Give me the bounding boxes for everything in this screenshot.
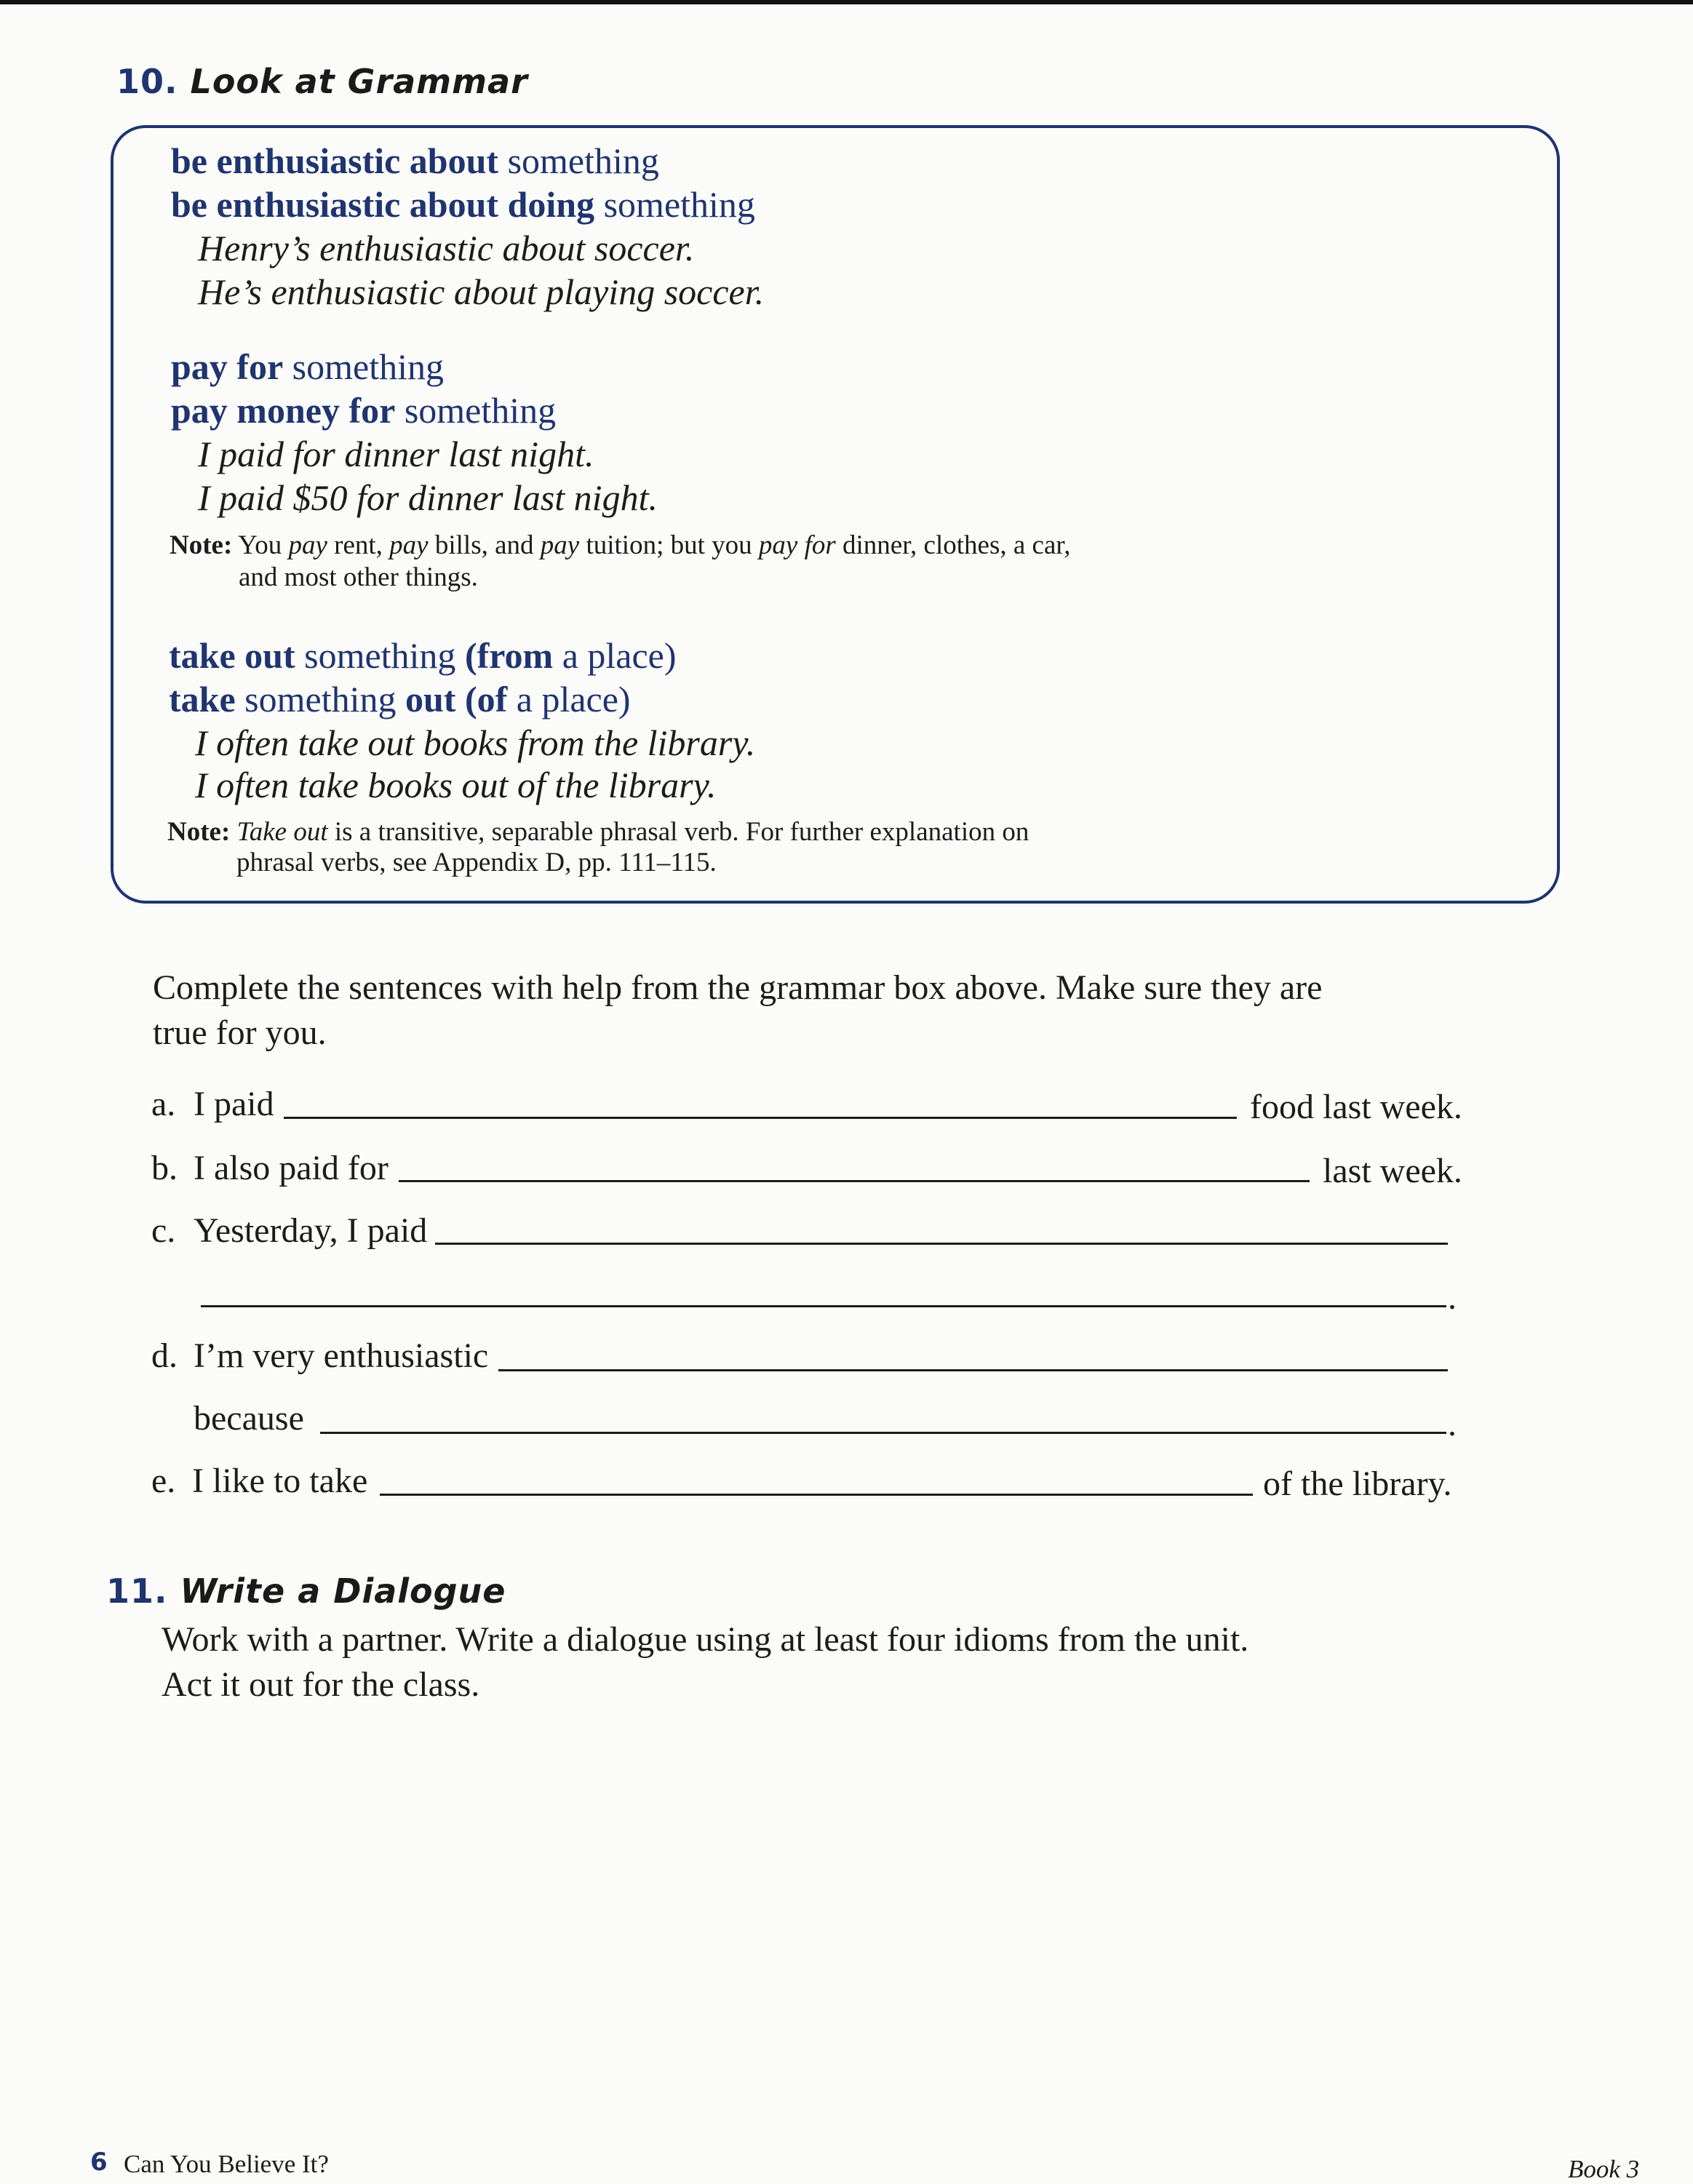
item-d-because: because (194, 1399, 304, 1438)
grammar-note-line2: phrasal verbs, see Appendix D, pp. 111–115. (236, 848, 717, 877)
grammar-note-line2: and most other things. (239, 562, 478, 592)
period: . (1448, 1405, 1457, 1443)
section-number: 10. (116, 62, 178, 101)
example-sentence: I paid for dinner last night. (198, 434, 594, 474)
item-a-label: a. (151, 1085, 176, 1123)
answer-blank-d[interactable] (498, 1369, 1448, 1371)
example-sentence: I paid $50 for dinner last night. (198, 477, 658, 518)
item-b-prompt: I also paid for (194, 1149, 389, 1187)
section-11-instructions: Work with a partner. Write a dialogue using at least four idioms from the unit. (162, 1620, 1249, 1659)
item-c-label: c. (151, 1211, 176, 1250)
item-b-ending: last week. (1323, 1152, 1462, 1190)
item-d-label: d. (151, 1336, 178, 1375)
example-sentence: I often take out books from the library. (195, 722, 756, 763)
example-sentence: He’s enthusiastic about playing soccer. (198, 271, 765, 312)
answer-blank-a[interactable] (284, 1117, 1237, 1119)
grammar-pattern: take something out (of a place) (169, 679, 631, 720)
item-e-label: e. (151, 1462, 176, 1500)
grammar-pattern: be enthusiastic about something (171, 140, 659, 181)
page-number: 6 (90, 2148, 108, 2177)
item-e-prompt: I like to take (192, 1462, 368, 1500)
item-e-ending: of the library. (1263, 1464, 1452, 1503)
exercise-instructions-line2: true for you. (153, 1013, 327, 1052)
book-title: Can You Believe It? (124, 2150, 329, 2178)
exercise-instructions: Complete the sentences with help from the grammar box above. Make sure they are (153, 968, 1323, 1007)
item-c-prompt: Yesterday, I paid (194, 1211, 428, 1250)
grammar-pattern: pay for something (171, 346, 444, 387)
item-d-prompt: I’m very enthusiastic (194, 1336, 489, 1375)
item-a-prompt: I paid (194, 1085, 274, 1123)
top-edge-bar (0, 0, 1693, 4)
example-sentence: Henry’s enthusiastic about soccer. (198, 228, 695, 268)
answer-blank-c[interactable] (435, 1243, 1448, 1245)
section-11-heading (106, 1571, 506, 1611)
answer-blank-c-line2[interactable] (201, 1305, 1446, 1307)
grammar-pattern: take out something (from a place) (169, 635, 677, 676)
grammar-pattern: be enthusiastic about doing something (171, 184, 755, 225)
period: . (1448, 1278, 1457, 1317)
grammar-note: Note: You pay rent, pay bills, and pay tuition; but you pay for dinner, clothes, a car, (170, 530, 1071, 560)
grammar-note: Note: Take out is a transitive, separable phrasal verb. For further explanation on (167, 817, 1029, 847)
example-sentence: I often take books out of the library. (195, 765, 717, 805)
grammar-pattern: pay money for something (171, 390, 557, 431)
section-11-instructions-line2: Act it out for the class. (162, 1665, 480, 1704)
answer-blank-d-because[interactable] (320, 1432, 1446, 1434)
item-b-label: b. (151, 1149, 178, 1187)
book-number: Book 3 (1568, 2155, 1640, 2183)
section-number: 11. (106, 1571, 168, 1611)
item-a-ending: food last week. (1250, 1088, 1462, 1126)
answer-blank-e[interactable] (380, 1494, 1253, 1496)
section-title: Write a Dialogue (180, 1571, 506, 1611)
answer-blank-b[interactable] (399, 1180, 1310, 1182)
section-10-heading (116, 62, 528, 101)
section-title: Look at Grammar (190, 62, 528, 101)
